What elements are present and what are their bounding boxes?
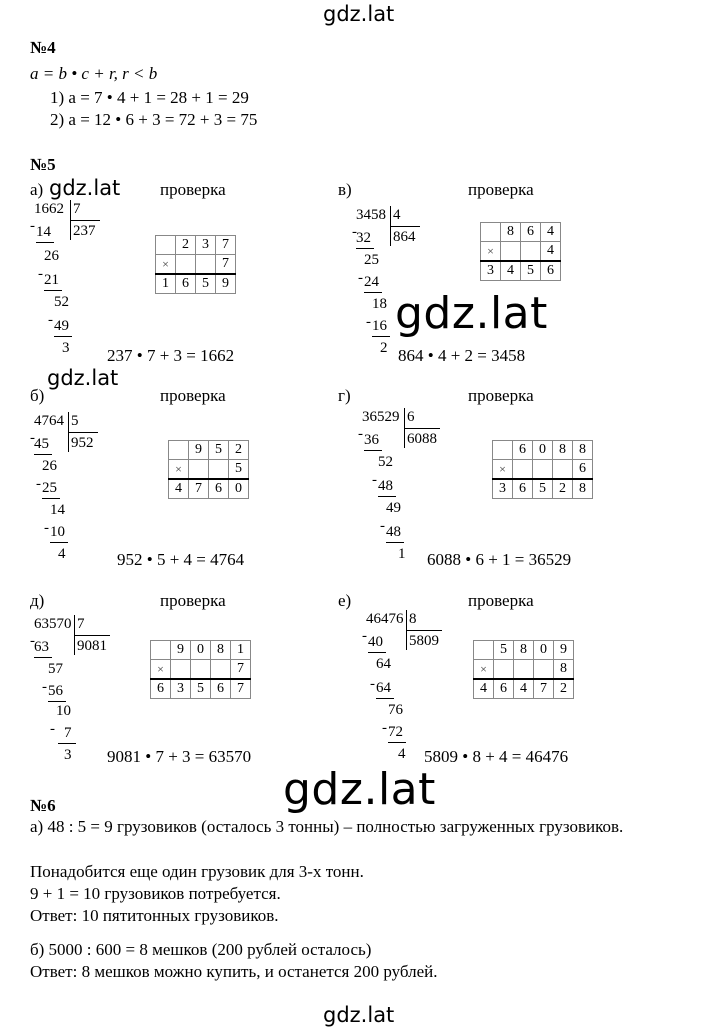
step: 72: [388, 724, 403, 740]
step: 18: [372, 296, 387, 312]
quotient: 952: [71, 435, 94, 451]
step: 52: [378, 454, 393, 470]
dividend: 3458: [356, 207, 386, 223]
watermark-mid: gdz.lat: [47, 366, 119, 390]
part-a-check-table: 2 3 7 × 7 1 6 5 9: [155, 235, 236, 294]
part-d-check-table: 9 0 8 1 × 7 6 3 5 6 7: [150, 640, 251, 699]
part-g-label: г): [338, 386, 351, 405]
dividend: 63570: [34, 616, 72, 632]
task6-title: №6: [30, 796, 56, 815]
part-g-check-label: проверка: [468, 386, 534, 405]
task4-title: №4: [30, 38, 56, 57]
divisor: 7: [73, 201, 81, 217]
part-a-equation: 237 • 7 + 3 = 1662: [107, 346, 235, 365]
step: 48: [378, 478, 393, 494]
step: 63: [34, 639, 49, 655]
step: 25: [42, 480, 57, 496]
remainder: 4: [398, 746, 406, 762]
step: 48: [386, 524, 401, 540]
step: 76: [388, 702, 403, 718]
divisor: 5: [71, 413, 79, 429]
quotient: 5809: [409, 633, 439, 649]
watermark-a: gdz.lat: [49, 176, 121, 200]
part-b-equation: 952 • 5 + 4 = 4764: [117, 550, 245, 569]
step: 40: [368, 634, 383, 650]
dividend: 36529: [362, 409, 400, 425]
step: 56: [48, 683, 63, 699]
step: 10: [50, 524, 65, 540]
watermark-top: gdz.lat: [323, 2, 395, 26]
task4-formula: a = b • c + r, r < b: [30, 64, 158, 83]
remainder: 3: [64, 747, 72, 763]
step: 57: [48, 661, 63, 677]
step: 24: [364, 274, 379, 290]
step: 7: [64, 725, 72, 741]
step: 49: [54, 318, 69, 334]
task6-a-line2: Понадобится еще один грузовик для 3-х тонн.: [30, 862, 364, 881]
task6-b-line1: б) 5000 : 600 = 8 мешков (200 рублей осталось): [30, 940, 372, 959]
quotient: 237: [73, 223, 96, 239]
remainder: 1: [398, 546, 406, 562]
remainder: 3: [62, 340, 70, 356]
step: 14: [50, 502, 65, 518]
part-v-check-label: проверка: [468, 180, 534, 199]
step: 49: [386, 500, 401, 516]
step: 10: [56, 703, 71, 719]
step: 32: [356, 230, 371, 246]
step: 26: [42, 458, 57, 474]
divisor: 6: [407, 409, 415, 425]
part-b-check-table: 9 5 2 × 5 4 7 6 0: [168, 440, 249, 499]
step: 64: [376, 656, 391, 672]
step: 36: [364, 432, 379, 448]
task6-a-line1: а) 48 : 5 = 9 грузовиков (осталось 3 тонны) – полностью загруженных грузовиков.: [30, 817, 624, 836]
step: 25: [364, 252, 379, 268]
part-a-check-label: проверка: [160, 180, 226, 199]
watermark-large-1: gdz.lat: [395, 288, 548, 339]
step: 64: [376, 680, 391, 696]
quotient: 9081: [77, 638, 107, 654]
watermark-large-2: gdz.lat: [283, 764, 436, 815]
divisor: 8: [409, 611, 417, 627]
part-v-label: в): [338, 180, 352, 199]
task4-line2: 2) a = 12 • 6 + 3 = 72 + 3 = 75: [50, 110, 258, 129]
part-b-check-label: проверка: [160, 386, 226, 405]
dividend: 1662: [34, 201, 64, 217]
part-g-equation: 6088 • 6 + 1 = 36529: [427, 550, 572, 569]
part-b-label: б): [30, 386, 45, 405]
part-d-check-label: проверка: [160, 591, 226, 610]
part-e-label: е): [338, 591, 352, 610]
part-e-check-label: проверка: [468, 591, 534, 610]
quotient: 6088: [407, 431, 437, 447]
step: 45: [34, 436, 49, 452]
step: 52: [54, 294, 69, 310]
part-a-label: а): [30, 180, 44, 199]
step: 21: [44, 272, 59, 288]
part-v-equation: 864 • 4 + 2 = 3458: [398, 346, 526, 365]
remainder: 4: [58, 546, 66, 562]
task6-a-line3: 9 + 1 = 10 грузовиков потребуется.: [30, 884, 281, 903]
step: 14: [36, 224, 51, 240]
step: 16: [372, 318, 387, 334]
quotient: 864: [393, 229, 416, 245]
task6-a-answer: Ответ: 10 пятитонных грузовиков.: [30, 906, 279, 925]
divisor: 7: [77, 616, 85, 632]
step: 26: [44, 248, 59, 264]
dividend: 4764: [34, 413, 64, 429]
part-d-equation: 9081 • 7 + 3 = 63570: [107, 747, 252, 766]
part-e-check-table: 5 8 0 9 × 8 4 6 4 7 2: [473, 640, 574, 699]
dividend: 46476: [366, 611, 404, 627]
watermark-bottom: gdz.lat: [323, 1003, 395, 1027]
task6-b-answer: Ответ: 8 мешков можно купить, и останется 200 рублей.: [30, 962, 438, 981]
part-e-equation: 5809 • 8 + 4 = 46476: [424, 747, 569, 766]
divisor: 4: [393, 207, 401, 223]
part-d-label: д): [30, 591, 45, 610]
part-v-check-table: 8 6 4 × 4 3 4 5 6: [480, 222, 561, 281]
part-g-check-table: 6 0 8 8 × 6 3 6 5 2 8: [492, 440, 593, 499]
remainder: 2: [380, 340, 388, 356]
task5-title: №5: [30, 155, 56, 174]
task4-line1: 1) a = 7 • 4 + 1 = 28 + 1 = 29: [50, 88, 249, 107]
